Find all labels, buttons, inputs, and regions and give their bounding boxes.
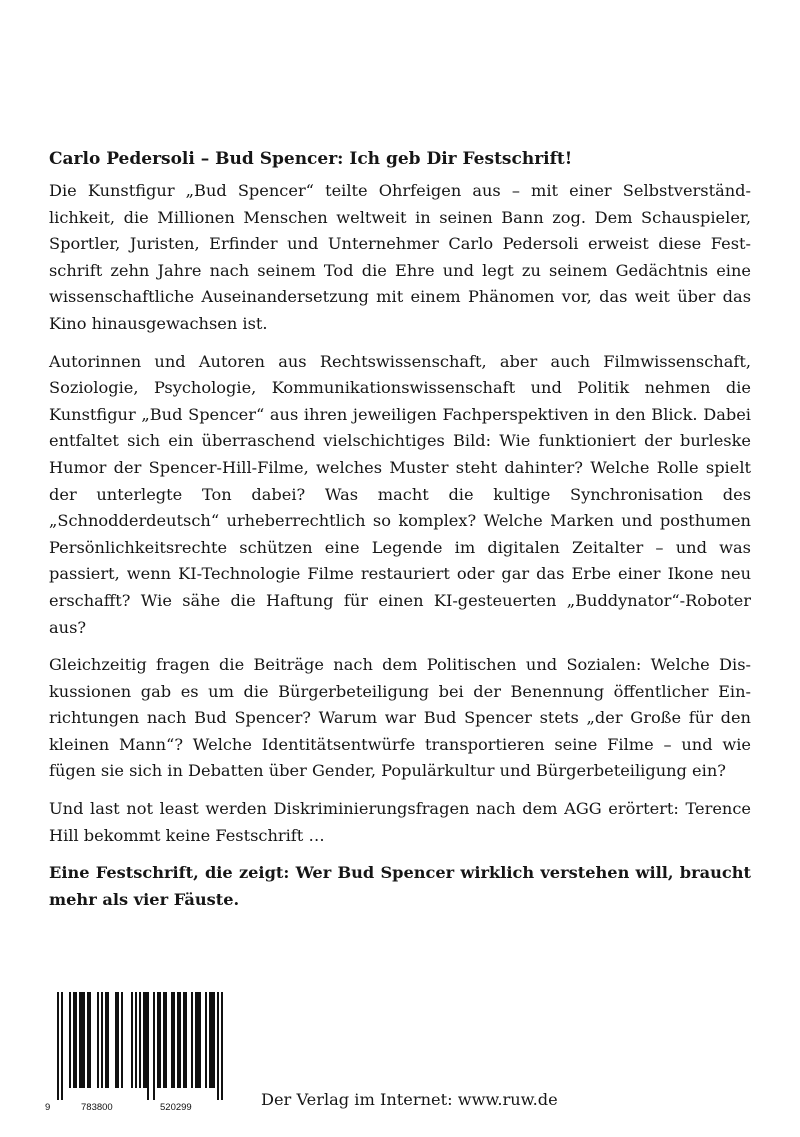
barcode-bar: [97, 992, 99, 1088]
barcode-bar: [153, 992, 155, 1100]
barcode-bar: [173, 992, 175, 1088]
barcode-left-digits: 783800: [81, 1102, 113, 1113]
barcode-bar: [69, 992, 71, 1088]
barcode-bar: [79, 992, 81, 1088]
barcode-bar: [177, 992, 179, 1088]
barcode-first-digit: 9: [45, 1102, 51, 1113]
barcode-bar: [121, 992, 123, 1088]
book-heading: Carlo Pedersoli – Bud Spencer: Ich geb Dir Festschrift!: [49, 149, 573, 169]
barcode-bar: [197, 992, 199, 1088]
barcode-bar: [57, 992, 59, 1100]
paragraph-authors: Autorinnen und Autoren aus Rechtswissenschaft, aber auch Filmwissenschaft, Soziologie, Psychologie, Kommunikationswissenschaft und Politik nehmen die Kunstfigur „Bud Spencer“ aus ihren jeweiligen Fachperspektiven in den Blick. Dabei entfaltet sich ein überraschend vielschichtiges Bild: Wie funktioniert der burleske Humor der Spencer-Hill-Filme, welches Muster steht dahinter? Welche Rolle spielt der unterlegte Ton dabei? Was macht die kultige Synchronisation des „Schnodderdeutsch“ urheberrechtlich so komplex? Welche Marken und posthumen Persönlichkeitsrechte schützen eine Legende im digitalen Zeitalter – und was passiert, wenn KI-Technologie Filme restauriert oder gar das Erbe einer Ikone neu erschafft? Wie sähe die Haftung für einen KI-gesteuerten „Buddynator“-Roboter aus?: [49, 351, 751, 637]
barcode-bar: [87, 992, 89, 1088]
barcode-bar: [165, 992, 167, 1088]
barcode-bar: [211, 992, 213, 1088]
barcode-bar: [205, 992, 207, 1088]
barcode-bar: [73, 992, 75, 1088]
barcode-bar: [75, 992, 77, 1088]
barcode-bar: [209, 992, 211, 1088]
barcode-bar: [131, 992, 133, 1088]
barcode-bar: [147, 992, 149, 1100]
barcode-bar: [199, 992, 201, 1088]
barcode-bar: [135, 992, 137, 1088]
barcode-bar: [171, 992, 173, 1088]
barcode-bar: [139, 992, 141, 1088]
barcode-bar: [117, 992, 119, 1088]
barcode-right-digits: 520299: [160, 1102, 192, 1113]
barcode-bar: [61, 992, 63, 1100]
barcode-bar: [159, 992, 161, 1088]
barcode-bars: [45, 990, 235, 1102]
barcode-bar: [195, 992, 197, 1088]
barcode-bar: [81, 992, 83, 1088]
barcode-bar: [105, 992, 107, 1088]
barcode-bar: [191, 992, 193, 1088]
publisher-website: Der Verlag im Internet: www.ruw.de: [261, 1090, 558, 1109]
barcode-bar: [213, 992, 215, 1088]
barcode-bar: [107, 992, 109, 1088]
barcode-bar: [163, 992, 165, 1088]
barcode-bar: [179, 992, 181, 1088]
back-cover-text: [49, 146, 751, 913]
paragraph-agg: Und last not least werden Diskriminierungsfragen nach dem AGG erörtert: Terence Hill bekommt keine Festschrift …: [49, 799, 751, 845]
closing-statement: Eine Festschrift, die zeigt: Wer Bud Spencer wirklich verstehen will, braucht mehr als vier Fäuste.: [49, 863, 751, 909]
barcode-bar: [183, 992, 185, 1088]
barcode-bar: [89, 992, 91, 1088]
barcode-bar: [145, 992, 147, 1088]
barcode-bar: [217, 992, 219, 1100]
barcode-bar: [221, 992, 223, 1100]
barcode-bar: [83, 992, 85, 1088]
barcode-bar: [143, 992, 145, 1088]
barcode-bar: [185, 992, 187, 1088]
paragraph-politics: Gleichzeitig fragen die Beiträge nach dem Politischen und Sozialen: Welche Diskussionen gab es um die Bürgerbeteiligung bei der Benennung öffentlicher Einrichtungen nach Bud Spencer? Warum war Bud Spencer stets „der Große für den kleinen Mann“? Welche Identitätsentwürfe transportieren seine Filme – und wie fügen sie sich in Debatten über Gender, Populärkultur und Bürgerbeteiligung ein?: [49, 655, 751, 781]
barcode-bar: [115, 992, 117, 1088]
paragraph-intro: Die Kunstfigur „Bud Spencer“ teilte Ohrfeigen aus – mit einer Selbstverständlichkeit, die Millionen Menschen weltweit in seinen Bann zog. Dem Schauspieler, Sportler, Juristen, Erfinder und Unternehmer Carlo Pedersoli erweist diese Festschrift zehn Jahre nach seinem Tod die Ehre und legt zu seinem Gedächtnis eine wissenschaftliche Auseinandersetzung mit einem Phänomen vor, das weit über das Kino hinausgewachsen ist.: [49, 181, 751, 333]
barcode-bar: [157, 992, 159, 1088]
isbn-barcode: [45, 990, 235, 1125]
barcode-bar: [101, 992, 103, 1088]
